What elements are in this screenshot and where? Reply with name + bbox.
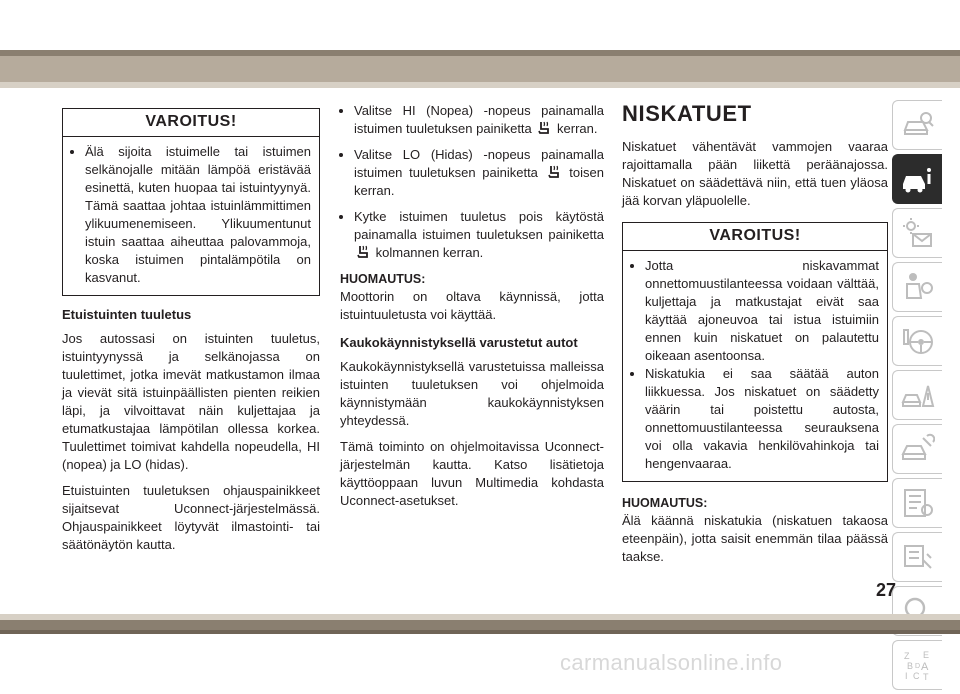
note-text: Älä käännä niskatukia (niskatuen takaosa eteenpäin), jotta saisit enemmän tilaa päässä taakse.	[622, 513, 888, 564]
footer-band-dark	[0, 630, 960, 634]
warning-list	[63, 137, 319, 295]
section-title-head-restraints: NISKATUET	[622, 101, 752, 126]
svg-text:I: I	[904, 671, 908, 681]
tab-vehicle-info[interactable]	[892, 154, 942, 204]
footer-band	[0, 620, 960, 630]
warning-list	[623, 251, 887, 481]
warning-item: • Älä sijoita istuimelle tai istuimen selkänojalle mitään lämpöä eristävää esinettä, kuten huopaa tai istuintyynyä. Tämä saattaa johtaa istuinlämmittimen ylikuumenemiseen. Ylikuumentunut istuin saattaa aiheuttaa palovammoja, koska istuimen pintalämpötila on kasvanut.	[85, 143, 311, 287]
column-2	[340, 102, 604, 518]
chapter-tabs	[892, 100, 944, 694]
tab-multimedia[interactable]	[892, 532, 942, 582]
car-breakdown-icon	[901, 378, 935, 412]
instruction-list	[340, 102, 604, 262]
car-magnifier-icon	[901, 108, 935, 142]
paragraph: Etuistuinten tuuletuksen ohjauspainikkeet sijaitsevat Uconnect-järjestelmässä. Ohjauspainikkeet löytyvät ilmastointi- tai säätönäytön kautta.	[62, 483, 320, 552]
warning-title: VAROITUS!	[63, 109, 319, 137]
ventilated-seat-icon	[537, 121, 551, 135]
warning-lights-mail-icon	[901, 216, 935, 250]
car-service-wrench-icon	[901, 432, 935, 466]
warning-box-heated-seat	[62, 108, 320, 296]
tab-getting-to-know[interactable]	[892, 100, 942, 150]
column-3	[622, 102, 888, 574]
tab-servicing[interactable]	[892, 424, 942, 474]
svg-text:A: A	[920, 661, 928, 673]
section-heading-remote-start: Kaukokäynnistyksellä varustetut autot	[340, 335, 578, 350]
tab-emergency[interactable]	[892, 370, 942, 420]
svg-text:T: T	[922, 672, 928, 682]
car-info-icon	[901, 162, 935, 196]
svg-text:Z: Z	[903, 651, 909, 661]
header-band	[0, 56, 960, 82]
steering-wheel-icon	[901, 324, 935, 358]
paragraph: Jos autossasi on istuinten tuuletus, istuintyynyssä ja selkänojassa on tuulettimet, jotka imevät matkustamon ilmaa ja vievät sitä istuinpäällisten pienten reikien läpi, ja vilvoittavat näin kuljettajaa ja etumatkustajaa lämpötilan ollessa korkea. Tuulettimet toimivat kahdella nopeudella, HI (nopea) ja LO (hidas).	[62, 331, 320, 472]
paragraph: Niskatuet vähentävät vammojen vaaraa rajoittamalla pään liikettä peräänajossa. Niskatuet on säädettävä niin, että tuen yläosa jää korvan yläpuolelle.	[622, 139, 888, 208]
svg-text:C: C	[912, 671, 919, 681]
svg-text:B: B	[906, 661, 913, 671]
paragraph: Kaukokäynnistyksellä varustetuissa malleissa istuinten tuuletuksen voi ohjelmoida käynnistymään kaukokäynnistyksen yhteydessä.	[340, 359, 604, 428]
note-heading: HUOMAUTUS:	[622, 496, 708, 510]
tab-specifications[interactable]	[892, 478, 942, 528]
checklist-icon	[901, 486, 935, 520]
tab-safety[interactable]	[892, 262, 942, 312]
tab-starting-operating[interactable]	[892, 316, 942, 366]
header-band-light	[0, 82, 960, 88]
footer-watermark: carmanualsonline.info	[560, 650, 783, 675]
svg-text:D: D	[914, 663, 920, 670]
page-number: 27	[875, 580, 896, 600]
ventilated-seat-icon	[547, 165, 561, 179]
warning-box-head-restraints	[622, 222, 888, 482]
instruction-item: • Valitse HI (Nopea) -nopeus painamalla istuimen tuuletuksen painiketta kerran.	[354, 102, 604, 138]
note-heading: HUOMAUTUS:	[340, 272, 426, 286]
ventilated-seat-icon	[356, 245, 370, 259]
note-text: Moottorin on oltava käynnissä, jotta istuintuuletusta voi käyttää.	[340, 289, 604, 322]
column-1	[62, 108, 320, 562]
tab-dashboard-lights[interactable]	[892, 208, 942, 258]
index-letters-icon	[901, 648, 935, 682]
instruction-item: • Kytke istuimen tuuletus pois käytöstä painamalla istuimen tuuletuksen painiketta kolmannen kerran.	[354, 208, 604, 262]
instruction-item: • Valitse LO (Hidas) -nopeus painamalla istuimen tuuletuksen painiketta toisen kerran.	[354, 146, 604, 200]
warning-item: • Jotta niskavammat onnettomuustilanteessa voidaan välttää, kuljettaja ja matkustajat eivät saa käyttää ajoneuvoa tai istua istuimiin ennen kuin niskatuet on palautettu oikeaan asentoonsa.	[645, 257, 879, 365]
svg-text:E: E	[922, 650, 929, 660]
warning-title: VAROITUS!	[623, 223, 887, 251]
airbag-seatbelt-icon	[901, 270, 935, 304]
warning-item: • Niskatukia ei saa säätää auton liikkuessa. Jos niskatuet on säädetty väärin tai poistettu autosta, onnettomuustilanteessa seurauksena voi olla vakavia henkilövahinkoja tai hengenvaaraa.	[645, 365, 879, 473]
section-heading-seat-ventilation: Etuistuinten tuuletus	[62, 307, 192, 322]
paragraph: Tämä toiminto on ohjelmoitavissa Uconnect-järjestelmän kautta. Katso lisätietoja käyttöoppaan luvun Multimedia kohdasta Uconnect-asetukset.	[340, 439, 604, 508]
tab-index[interactable]	[892, 640, 942, 690]
settings-media-icon	[901, 540, 935, 574]
